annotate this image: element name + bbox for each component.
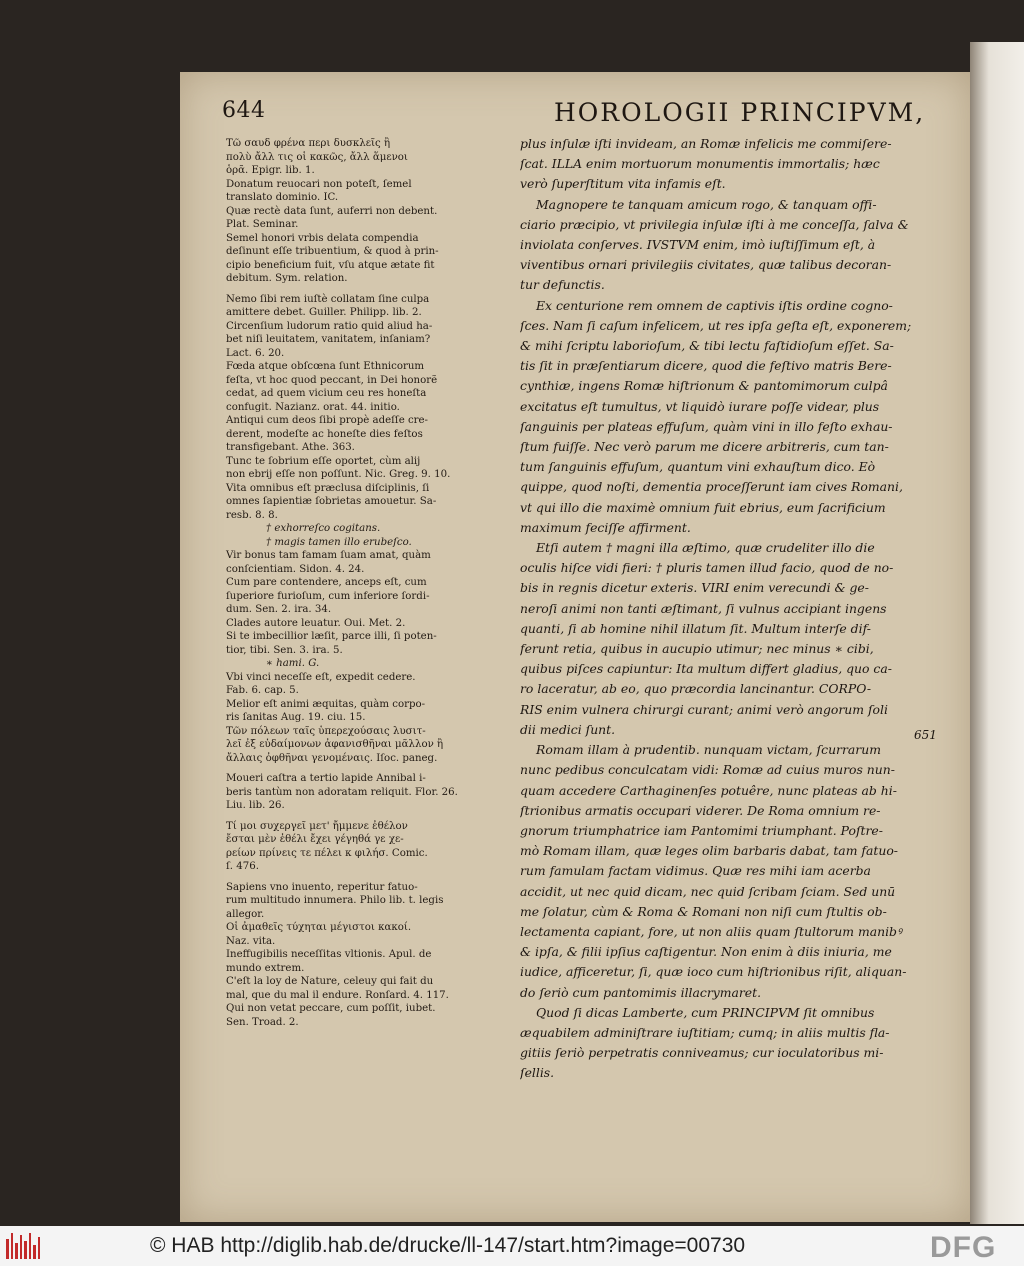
- margin-note-line: ρείων πρίνεις τε πέλει κ φιλήσ. Comic.: [226, 847, 428, 859]
- text-line: RIS enim vulnera chirurgi curant; animi verò angorum ſoli: [520, 701, 888, 717]
- margin-note-line: Qui non vetat peccare, cum poſſit, iubet.: [226, 1003, 436, 1014]
- margin-note-line: Vita omnibus eſt præclusa diſciplinis, ſi: [226, 482, 430, 494]
- text-line: tum ſanguinis effuſum, quantum vini exhauſtum dico. Eò: [520, 459, 876, 475]
- margin-note-line: ∗ hami. G.: [266, 658, 320, 669]
- margin-note-line: λεῖ ἐξ εὐδαίμονων ἀφανισθῆναι μᾶλλον ἢ: [226, 739, 444, 750]
- copyright-link[interactable]: © HAB http://diglib.hab.de/drucke/ll-147/start.htm?image=00730: [150, 1234, 746, 1257]
- text-line: ſanguinis per plateas effuſum, quàm vini in illo feſto exhau-: [520, 418, 893, 434]
- text-line: oculis hiſce vidi fieri: † pluris tamen illud facio, quod de no-: [520, 560, 894, 576]
- text-line: quibus piſces capiuntur: Ita multum differt gladius, quo ca-: [520, 661, 892, 677]
- text-line: gitiis ſeriò perpetratis conniveamus; cur ioculatoribus mi-: [520, 1045, 884, 1061]
- text-line: Quod ſi dicas Lamberte, cum PRINCIPVM ſit omnibus: [536, 1004, 875, 1020]
- margin-note-line: beris tantùm non adoratam reliquit. Flor. 26.: [226, 786, 458, 798]
- text-line: quanti, ſi ab homine nihil illatum ſit. Multum interſe dif-: [520, 620, 871, 636]
- margin-note-line: Donatum reuocari non poteſt, ſemel: [226, 178, 412, 190]
- text-line: inviolata conſerves. IVSTVM enim, imò iuſtiſſimum eſt, à: [520, 237, 876, 253]
- margin-note-line: ſuperiore furioſum, cum inferiore ſordi-: [226, 590, 430, 602]
- text-line: excitatus eſt tumultus, vt liquidò iurare poſſe videar, plus: [520, 398, 880, 414]
- margin-note-line: Vir bonus tam famam ſuam amat, quàm: [226, 550, 431, 561]
- margin-note-line: conſcientiam. Sidon. 4. 24.: [226, 563, 365, 575]
- margin-note-line: Τῶν πόλεων ταῖς ὑπερεχούσαις λυσιτ-: [226, 725, 426, 737]
- margin-note-line: Lact. 6. 20.: [226, 347, 285, 359]
- margin-note-line: Antiqui cum deos ſibi propè adeſſe cre-: [226, 415, 429, 426]
- dfg-logo[interactable]: DFG: [930, 1231, 997, 1264]
- margin-note-line: tior, tibi. Sen. 3. ira. 5.: [226, 644, 343, 656]
- running-head: HOROLOGII PRINCIPVM,: [554, 98, 926, 127]
- text-line: vt qui illo die maximè omnium fuit ebrius, eum ſacrificium: [520, 499, 886, 515]
- text-line: lectamenta capiant, fore, ut non aliis quam ſtultorum manibꝰ: [520, 923, 902, 939]
- margin-note-line: resb. 8. 8.: [226, 509, 278, 521]
- margin-note-line: ὁρᾶ. Epigr. lib. 1.: [226, 165, 315, 176]
- margin-note-line: Οἱ ἀμαθεῖς τύχηται μέγιστοι κακοί.: [226, 922, 412, 933]
- text-line: ſtum fuiſſe. Nec verò parum me dicere arbitreris, cum tan-: [520, 439, 889, 455]
- margin-note-line: † exhorreſco cogitans.: [266, 523, 381, 534]
- text-line: maximum feciſſe affirment.: [520, 519, 691, 535]
- margin-note-line: Quæ rectè data ſunt, auferri non debent.: [226, 205, 438, 217]
- margin-note-line: non ebrij eſſe non poſſunt. Nic. Greg. 9. 10.: [226, 469, 451, 480]
- margin-note-line: Tunc te ſobrium eſſe oportet, cùm alij: [226, 455, 421, 467]
- margin-note-line: ἄλλαις ὀφθῆναι γενομέναις. Iſoc. paneg.: [226, 752, 438, 764]
- text-line: ſces. Nam ſi caſum infelicem, ut res ipſa geſta eſt, exponerem;: [520, 317, 912, 333]
- margin-note-line: deſinunt eſſe tribuentium, & quod à prin-: [226, 246, 439, 257]
- margin-note-line: allegor.: [226, 908, 265, 920]
- text-line: æquabilem adminiſtrare iuſtitiam; cumq; in aliis multis fla-: [520, 1024, 890, 1040]
- main-text: [520, 134, 938, 1084]
- text-line: mò Romam illam, quæ leges olim barbaris dabat, tam fatuo-: [520, 843, 898, 859]
- text-line: bis in regnis dicetur exteris. VIRI enim verecundi & ge-: [520, 580, 869, 596]
- next-page-edge: [970, 42, 1024, 1224]
- text-line: nunc pedibus conculcatam vidi: Romæ ad cuius muros nun-: [520, 762, 895, 778]
- margin-note-line: ſ. 476.: [226, 861, 259, 872]
- footer-bar: [0, 1226, 1024, 1266]
- text-line: gnorum triumphatrice iam Pantomimi triumphant. Poſtre-: [520, 822, 883, 838]
- text-line: Ex centurione rem omnem de captivis iſtis ordine cogno-: [536, 297, 893, 313]
- text-line: ſcat. ILLA enim mortuorum monumentis immortalis; hæc: [520, 156, 880, 172]
- text-line: quippe, quod noſti, dementia proceſſerunt iam cives Romani,: [520, 479, 903, 495]
- margin-note-line: Plat. Seminar.: [226, 219, 299, 230]
- hab-logo-icon[interactable]: [6, 1233, 40, 1259]
- text-line: Magnopere te tanquam amicum rogo, & tanquam offi-: [536, 196, 877, 212]
- margin-note-line: cedat, ad quem vicium ceu res honeſta: [226, 388, 427, 399]
- margin-note-line: ris ſanitas Aug. 19. ciu. 15.: [226, 712, 366, 723]
- margin-note-line: mal, que du mal il endure. Ronſard. 4. 117.: [226, 989, 449, 1001]
- margin-note-line: ἔσται μὲν ἐθέλι ἔχει γέγηθά γε χε-: [226, 834, 404, 845]
- margin-note-line: feſta, vt hoc quod peccant, in Dei honorẽ: [226, 374, 438, 386]
- margin-note-line: dum. Sen. 2. ira. 34.: [226, 604, 332, 615]
- margin-note-line: Melior eſt animi æquitas, quàm corpo-: [226, 698, 426, 710]
- margin-note-line: amittere debet. Guiller. Philipp. lib. 2.: [226, 307, 422, 318]
- margin-reference-number: 651: [914, 728, 937, 742]
- margin-note-line: omnes ſapientiæ ſobrietas amouetur. Sa-: [226, 496, 437, 507]
- margin-note-line: Moueri caſtra a tertio lapide Annibal i-: [226, 773, 426, 784]
- margin-note-line: Nemo ſibi rem iuſtè collatam ſine culpa: [226, 293, 430, 305]
- margin-note-line: Fab. 6. cap. 5.: [226, 685, 299, 696]
- text-line: & mihi ſcriptu laborioſum, & tibi lectu faſtidioſum eſſet. Sa-: [520, 338, 894, 354]
- margin-note-line: Circenſium ludorum ratio quid aliud ha-: [226, 320, 433, 332]
- margin-note-line: Sen. Troad. 2.: [226, 1016, 299, 1028]
- text-line: ſtrionibus armatis occupari viderer. De Roma omnium re-: [520, 802, 881, 818]
- margin-note-line: † magis tamen illo erubeſco.: [266, 536, 412, 548]
- margin-note-line: Ineffugibilis neceſſitas vltionis. Apul. de: [226, 949, 432, 960]
- text-line: viventibus ornari privilegiis civitates, quæ talibus decoran-: [520, 257, 892, 273]
- margin-note-line: Fœda atque obſcœna ſunt Ethnicorum: [226, 361, 425, 372]
- text-line: iudice, afficeretur, ſi, quæ ioco cum hiſtrionibus riſit, aliquan-: [520, 964, 907, 980]
- margin-note-line: πολὺ ἄλλ τις οἱ κακῶς, ἄλλ ἅμενοι: [226, 151, 408, 163]
- margin-note-line: Naz. vita.: [226, 935, 276, 947]
- margin-note-line: Τῶ σαυδ φρένα περι δυσκλεῖς ἢ: [226, 138, 391, 149]
- text-line: quam accedere Carthaginenſes potuêre, nunc plateas ab hi-: [520, 782, 897, 798]
- margin-note-line: rum multitudo innumera. Philo lib. t. legis: [226, 895, 444, 906]
- margin-note-line: translato dominio. IC.: [226, 192, 339, 203]
- text-line: tis ſit in præſentiarum dicere, quod die feſtivo matris Bere-: [520, 358, 892, 374]
- text-line: ſellis.: [520, 1065, 555, 1081]
- text-line: accidit, ut nec quid dicam, nec quid ſcribam ſciam. Sed unū: [520, 883, 896, 899]
- text-line: Etſi autem † magni illa æſtimo, quæ crudeliter illo die: [536, 540, 875, 556]
- margin-note-line: bet niſi leuitatem, vanitatem, inſaniam?: [226, 334, 431, 345]
- text-line: verò ſuperſtitum vita infamis eſt.: [520, 176, 726, 192]
- text-line: ferunt retia, quibus in aucupio utimur; nec minus ∗ cibi,: [520, 641, 874, 657]
- margin-note-line: Si te imbecillior læſit, parce illi, ſi poten-: [226, 631, 437, 642]
- margin-note-line: derent, modeſte ac honeſte dies feſtos: [226, 428, 423, 440]
- margin-note-line: cipio beneficium fuit, vſu atque ætate fit: [226, 259, 435, 271]
- text-line: tur defunctis.: [520, 277, 605, 293]
- margin-notes: [226, 138, 526, 1030]
- text-line: neroſi animi non tanti æſtimant, ſi vulnus accipiant ingens: [520, 600, 887, 616]
- margin-note-line: mundo extrem.: [226, 962, 305, 974]
- margin-note-line: transfigebant. Athe. 363.: [226, 442, 355, 453]
- margin-note-line: Semel honori vrbis delata compendia: [226, 232, 419, 244]
- margin-note-line: Vbi vinci neceſſe eſt, expedit cedere.: [226, 671, 416, 683]
- text-line: do ſeriò cum pantomimis illacrymaret.: [520, 984, 762, 1000]
- text-line: ro laceratur, ab eo, quo præcordia lancinantur. CORPO-: [520, 681, 872, 697]
- margin-note-line: Liu. lib. 26.: [226, 800, 285, 811]
- margin-note-line: Sapiens vno inuento, reperitur fatuo-: [226, 881, 418, 893]
- text-line: me ſolatur, cùm & Roma & Romani non niſi cum ſtultis ob-: [520, 903, 887, 919]
- margin-note-line: debitum. Sym. relation.: [226, 273, 348, 284]
- margin-note-line: Cum pare contendere, anceps eſt, cum: [226, 577, 427, 588]
- margin-note-line: C'eſt la loy de Nature, celeuy qui fait du: [226, 976, 434, 987]
- text-line: rum famulam factam vidimus. Quæ res mihi iam acerba: [520, 863, 871, 879]
- text-line: & ipſa, & filii ipſius caſtigentur. Non enim à diis iniuria, me: [520, 944, 892, 960]
- text-line: ciario præcipio, vt privilegia inſulæ iſti à me conceſſa, ſalva &: [520, 216, 909, 232]
- margin-note-line: confugit. Nazianz. orat. 44. initio.: [226, 401, 400, 413]
- margin-note-line: Τί μοι συχεργεῖ μετ' ἤμμενε ἐθέλον: [226, 820, 408, 832]
- text-line: plus inſulæ iſti invideam, an Romæ infelicis me commiſere-: [520, 136, 892, 151]
- text-line: cynthiæ, ingens Romæ hiſtrionum & pantomimorum culpâ: [520, 378, 888, 394]
- text-line: dii medici ſunt.: [520, 721, 616, 737]
- margin-note-line: Clades autore leuatur. Oui. Met. 2.: [226, 617, 406, 629]
- page-number: 644: [222, 98, 266, 123]
- text-line: Romam illam à prudentib. nunquam victam, ſcurrarum: [536, 742, 881, 758]
